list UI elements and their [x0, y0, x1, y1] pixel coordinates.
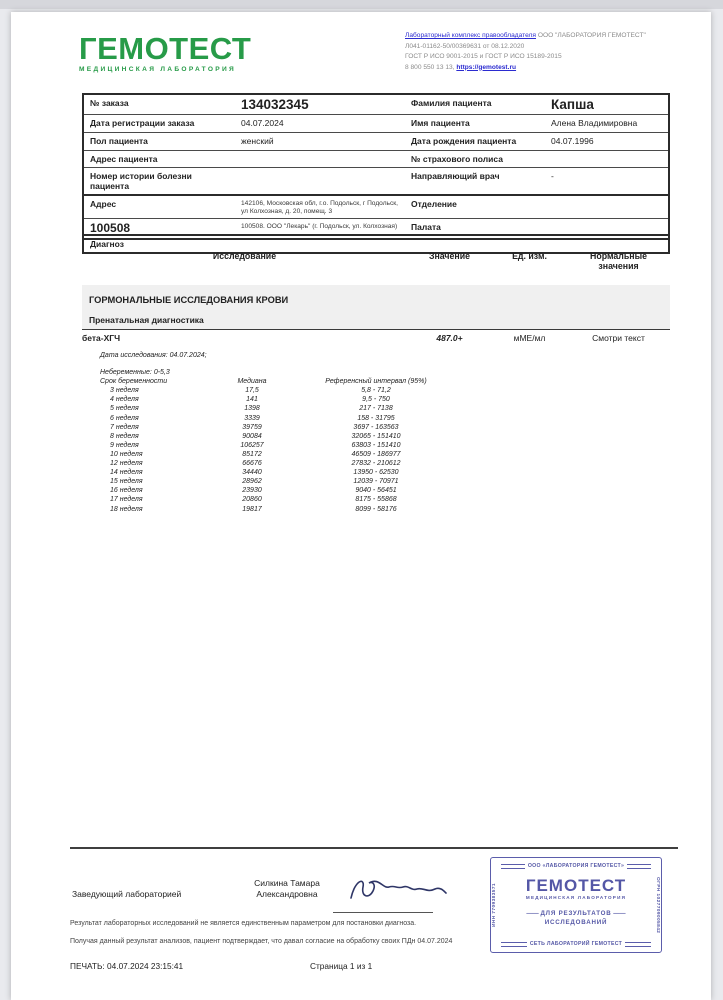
reference-median: 20860 — [242, 496, 262, 504]
credentials-line-3: ГОСТ Р ИСО 9001-2015 и ГОСТ Р ИСО 15189-2015 — [405, 53, 562, 61]
reference-term: 15 неделя — [110, 478, 143, 486]
patient-cell-v1: женский — [241, 136, 274, 146]
patient-table-row — [84, 194, 668, 218]
test-normal: Смотри текст — [592, 333, 645, 343]
reference-term: 8 неделя — [110, 432, 139, 440]
reference-week-row — [100, 459, 456, 468]
patient-info-table — [82, 93, 670, 240]
footer-separator — [70, 847, 678, 849]
reference-median: 141 — [246, 396, 258, 404]
stamp-company-line: ООО «ЛАБОРАТОРИЯ ГЕМОТЕСТ» — [501, 863, 651, 869]
reference-week-row — [100, 495, 456, 504]
patient-table-row — [84, 150, 668, 167]
patient-cell-v2: 04.07.1996 — [551, 136, 594, 146]
patient-cell-v1 — [235, 168, 405, 194]
gemotest-logo — [79, 33, 251, 73]
reference-term: 5 неделя — [110, 405, 139, 413]
reference-term: 17 неделя — [110, 496, 143, 504]
reference-week-row — [100, 477, 456, 486]
patient-cell-l1: 100508 — [90, 221, 131, 236]
reference-term: 3 неделя — [110, 387, 139, 395]
reference-interval: 63803 - 151410 — [351, 441, 401, 449]
stamp-ogrn: ОГРН 1027709005842 — [655, 876, 660, 934]
reference-interval: 9,5 - 750 — [362, 396, 390, 404]
reference-week-row — [100, 441, 456, 450]
patient-cell-l1: Номер истории болезни пациента — [90, 170, 192, 192]
reference-term: 4 неделя — [110, 396, 139, 404]
reference-term: 6 неделя — [110, 414, 139, 422]
stamp-logo-subtitle: МЕДИЦИНСКАЯ ЛАБОРАТОРИЯ — [525, 895, 627, 900]
reference-term: 14 неделя — [110, 469, 143, 477]
signer-name-line1: Силкина Тамара — [254, 878, 320, 888]
reference-median: 106257 — [240, 441, 264, 449]
reference-median: 85172 — [242, 450, 262, 458]
patient-cell-l2: № страхового полиса — [411, 154, 503, 164]
reference-term: 12 неделя — [110, 460, 143, 468]
credentials-line-2: Л041-01162-50/00369631 от 08.12.2020 — [405, 42, 525, 50]
reference-interval: 5,8 - 71,2 — [361, 387, 391, 395]
reference-comment — [100, 351, 456, 514]
report-page — [11, 12, 711, 1000]
reference-interval: 12039 - 70971 — [353, 478, 399, 486]
reference-week-row — [100, 432, 456, 441]
reference-term: 16 неделя — [110, 487, 143, 495]
patient-cell-l1: Дата регистрации заказа — [90, 118, 195, 128]
patient-cell-v1 — [235, 151, 405, 167]
reference-median: 90084 — [242, 432, 262, 440]
patient-cell-l1: № заказа — [90, 98, 129, 108]
patient-cell-v2: Капша — [551, 97, 594, 112]
license-link[interactable]: Лабораторный комплекс правообладателя — [405, 32, 536, 39]
reference-week-row — [100, 414, 456, 423]
test-unit: мМЕ/мл — [513, 333, 546, 343]
patient-cell-v2: Алена Владимировна — [551, 118, 638, 128]
reference-median: 39759 — [242, 423, 262, 431]
reference-interval: 32065 - 151410 — [351, 432, 401, 440]
patient-table-row — [84, 132, 668, 150]
patient-cell-v2 — [545, 196, 668, 218]
reference-week-row — [100, 468, 456, 477]
reference-interval: 46509 - 186977 — [351, 450, 401, 458]
reference-term: 18 неделя — [110, 505, 143, 513]
viewer-top-strip — [0, 0, 723, 9]
signature-underline — [333, 912, 433, 913]
footnotes — [70, 920, 490, 956]
footnote-line: Результат лабораторных исследований не является единственным параметром для постановки диагноза. — [70, 920, 417, 927]
reference-interval: 8175 - 55868 — [355, 496, 397, 504]
reference-table-rows — [100, 386, 456, 513]
reference-median: 19817 — [242, 505, 262, 513]
patient-table-row — [84, 95, 668, 114]
stamp-inn: ИНН 7709383571 — [492, 883, 497, 927]
lab-credentials — [405, 31, 690, 73]
reference-interval: 158 - 31795 — [357, 414, 395, 422]
reference-interval: 8099 - 58176 — [355, 505, 397, 513]
col-header-study: Исследование — [212, 251, 277, 261]
test-name: бета-ХГЧ — [82, 333, 121, 343]
stamp-purpose: —— ДЛЯ РЕЗУЛЬТАТОВ —— ИССЛЕДОВАНИЙ — [526, 910, 626, 927]
result-row — [82, 333, 670, 343]
test-value: 487.0+ — [436, 333, 463, 343]
patient-cell-v1: 100508. ООО "Лекарь" (г. Подольск, ул. Колхозная) — [241, 223, 398, 231]
owner-text: ООО "ЛАБОРАТОРИЯ ГЕМОТЕСТ" — [535, 32, 646, 39]
patient-cell-v1: 04.07.2024 — [241, 118, 284, 128]
patient-cell-v1: 134032345 — [241, 97, 309, 112]
reference-median: 1398 — [244, 405, 260, 413]
reference-median: 66676 — [242, 460, 262, 468]
reference-week-row — [100, 395, 456, 404]
patient-cell-v1: 142106, Московская обл, г.о. Подольск, г Подольск, ул Колхозная, д. 20, помещ. 3 — [241, 199, 398, 216]
patient-cell-v2: - — [551, 170, 554, 181]
patient-cell-l2: Отделение — [411, 198, 457, 209]
patient-cell-l2: Дата рождения пациента — [411, 136, 517, 146]
results-section-band — [82, 285, 670, 330]
credentials-line-4 — [405, 63, 690, 74]
patient-cell-l2: Палата — [411, 222, 441, 233]
col-header-unit: Ед. изм. — [512, 251, 547, 261]
ref-col-median: Медиана — [237, 378, 267, 386]
stamp-inner — [501, 861, 651, 949]
patient-cell-l1: Адрес — [90, 198, 117, 209]
col-header-normal: Нормальные значения — [590, 251, 647, 271]
reference-term: 9 неделя — [110, 441, 139, 449]
stamp-network-line: СЕТЬ ЛАБОРАТОРИЙ ГЕМОТЕСТ — [501, 941, 651, 947]
lab-stamp — [490, 857, 662, 953]
reference-week-row — [100, 486, 456, 495]
patient-cell-l1: Пол пациента — [90, 136, 148, 146]
results-header-row — [82, 251, 670, 271]
reference-interval: 3697 - 163563 — [353, 423, 399, 431]
reference-interval: 27832 - 210612 — [351, 460, 401, 468]
ref-col-interval: Референсный интервал (95%) — [325, 378, 427, 386]
reference-median: 28962 — [242, 478, 262, 486]
logo-subtitle: МЕДИЦИНСКАЯ ЛАБОРАТОРИЯ — [79, 66, 237, 73]
credentials-line-1 — [405, 31, 690, 42]
ref-col-term: Срок беременности — [100, 378, 168, 386]
signer-role: Заведующий лабораторией — [72, 889, 182, 899]
reference-week-row — [100, 423, 456, 432]
patient-cell-v2 — [545, 151, 668, 167]
reference-median: 23930 — [242, 487, 262, 495]
study-date-line: Дата исследования: 04.07.2024; — [100, 352, 207, 359]
reference-median: 34440 — [242, 469, 262, 477]
col-header-value: Значение — [428, 251, 471, 261]
reference-week-row — [100, 505, 456, 514]
phone-text: 8 800 550 13 13, — [405, 63, 457, 71]
patient-cell-l2: Имя пациента — [411, 118, 470, 128]
reference-interval: 9040 - 56451 — [355, 487, 397, 495]
diagnosis-box: Диагноз — [82, 234, 670, 254]
print-timestamp: ПЕЧАТЬ: 04.07.2024 23:15:41 — [70, 961, 184, 971]
patient-cell-l1: Адрес пациента — [90, 154, 158, 164]
signer-name-line2: Александровна — [256, 889, 318, 900]
subsection-title: Пренатальная диагностика — [82, 313, 670, 330]
nonpregnant-line: Небеременные: 0-5,3 — [100, 369, 170, 377]
patient-cell-l2: Фамилия пациента — [411, 98, 492, 108]
reference-median: 17,5 — [245, 387, 259, 395]
reference-interval: 217 - 7138 — [359, 405, 393, 413]
reference-interval: 13950 - 62530 — [353, 469, 399, 477]
reference-term: 7 неделя — [110, 423, 139, 431]
stamp-logo: ГЕМОТЕСТ — [525, 876, 627, 895]
patient-table-row — [84, 167, 668, 194]
footnote-line: Получая данный результат анализов, пациент подтверждает, что давал согласие на обработку своих ПДн 04.07.2024 — [70, 938, 453, 945]
patient-cell-l2: Направляющий врач — [411, 170, 500, 181]
reference-table-header — [100, 377, 456, 386]
patient-table-row — [84, 114, 668, 132]
reference-median: 3339 — [244, 414, 260, 422]
reference-week-row — [100, 404, 456, 413]
reference-week-row — [100, 450, 456, 459]
section-title: ГОРМОНАЛЬНЫЕ ИССЛЕДОВАНИЯ КРОВИ — [89, 295, 289, 305]
website-link[interactable]: https://gemotest.ru — [456, 63, 517, 71]
reference-term: 10 неделя — [110, 450, 143, 458]
handwritten-signature — [341, 870, 451, 915]
page-number: Страница 1 из 1 — [310, 961, 373, 971]
logo-title: ГЕМОТЕСТ — [79, 31, 252, 66]
reference-week-row — [100, 386, 456, 395]
